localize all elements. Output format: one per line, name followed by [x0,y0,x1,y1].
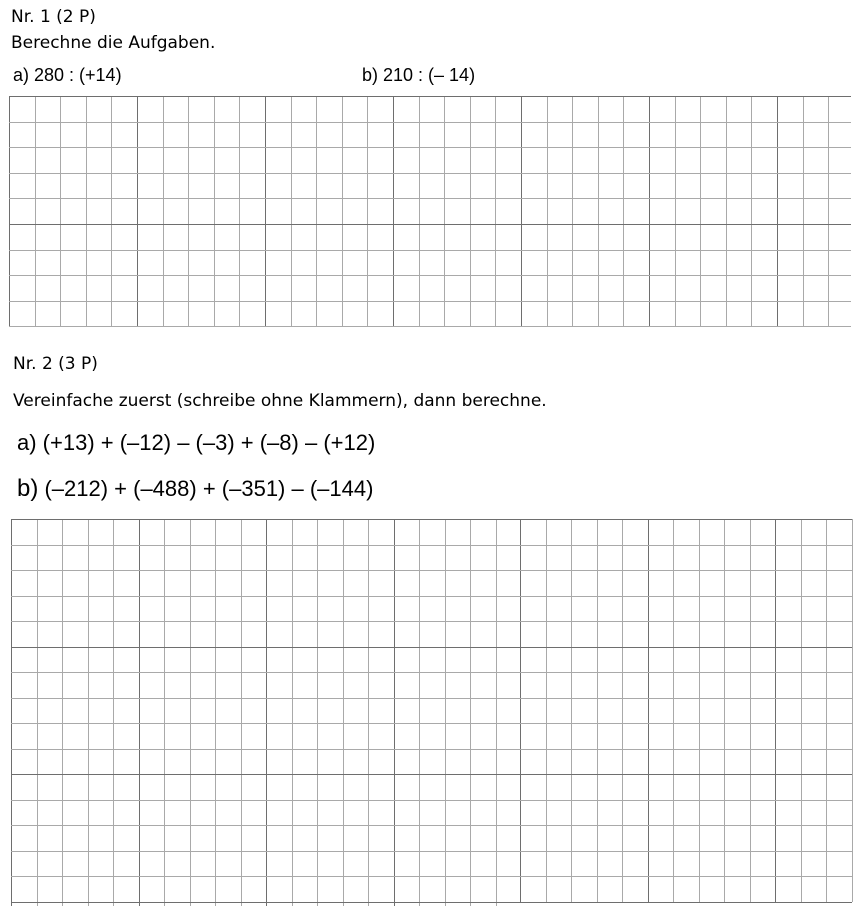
exercise-1-task-a: a) 280 : (+14) [13,65,122,85]
exercise-2-task-b-expression: (–212) + (–488) + (–351) – (–144) [38,476,374,501]
exercise-1-instruction: Berechne die Aufgaben. [11,33,216,53]
exercise-1-task-b: b) 210 : (– 14) [362,65,476,85]
exercise-2-header: Nr. 2 (3 P) [13,354,98,374]
exercise-2-task-b-letter: b) [17,475,39,502]
exercise-1-header: Nr. 1 (2 P) [11,7,96,27]
exercise-2-task-a: a) (+13) + (–12) – (–3) + (–8) – (+12) [17,430,376,455]
exercise-2-instruction: Vereinfache zuerst (schreibe ohne Klammern), dann berechne. [13,391,547,411]
